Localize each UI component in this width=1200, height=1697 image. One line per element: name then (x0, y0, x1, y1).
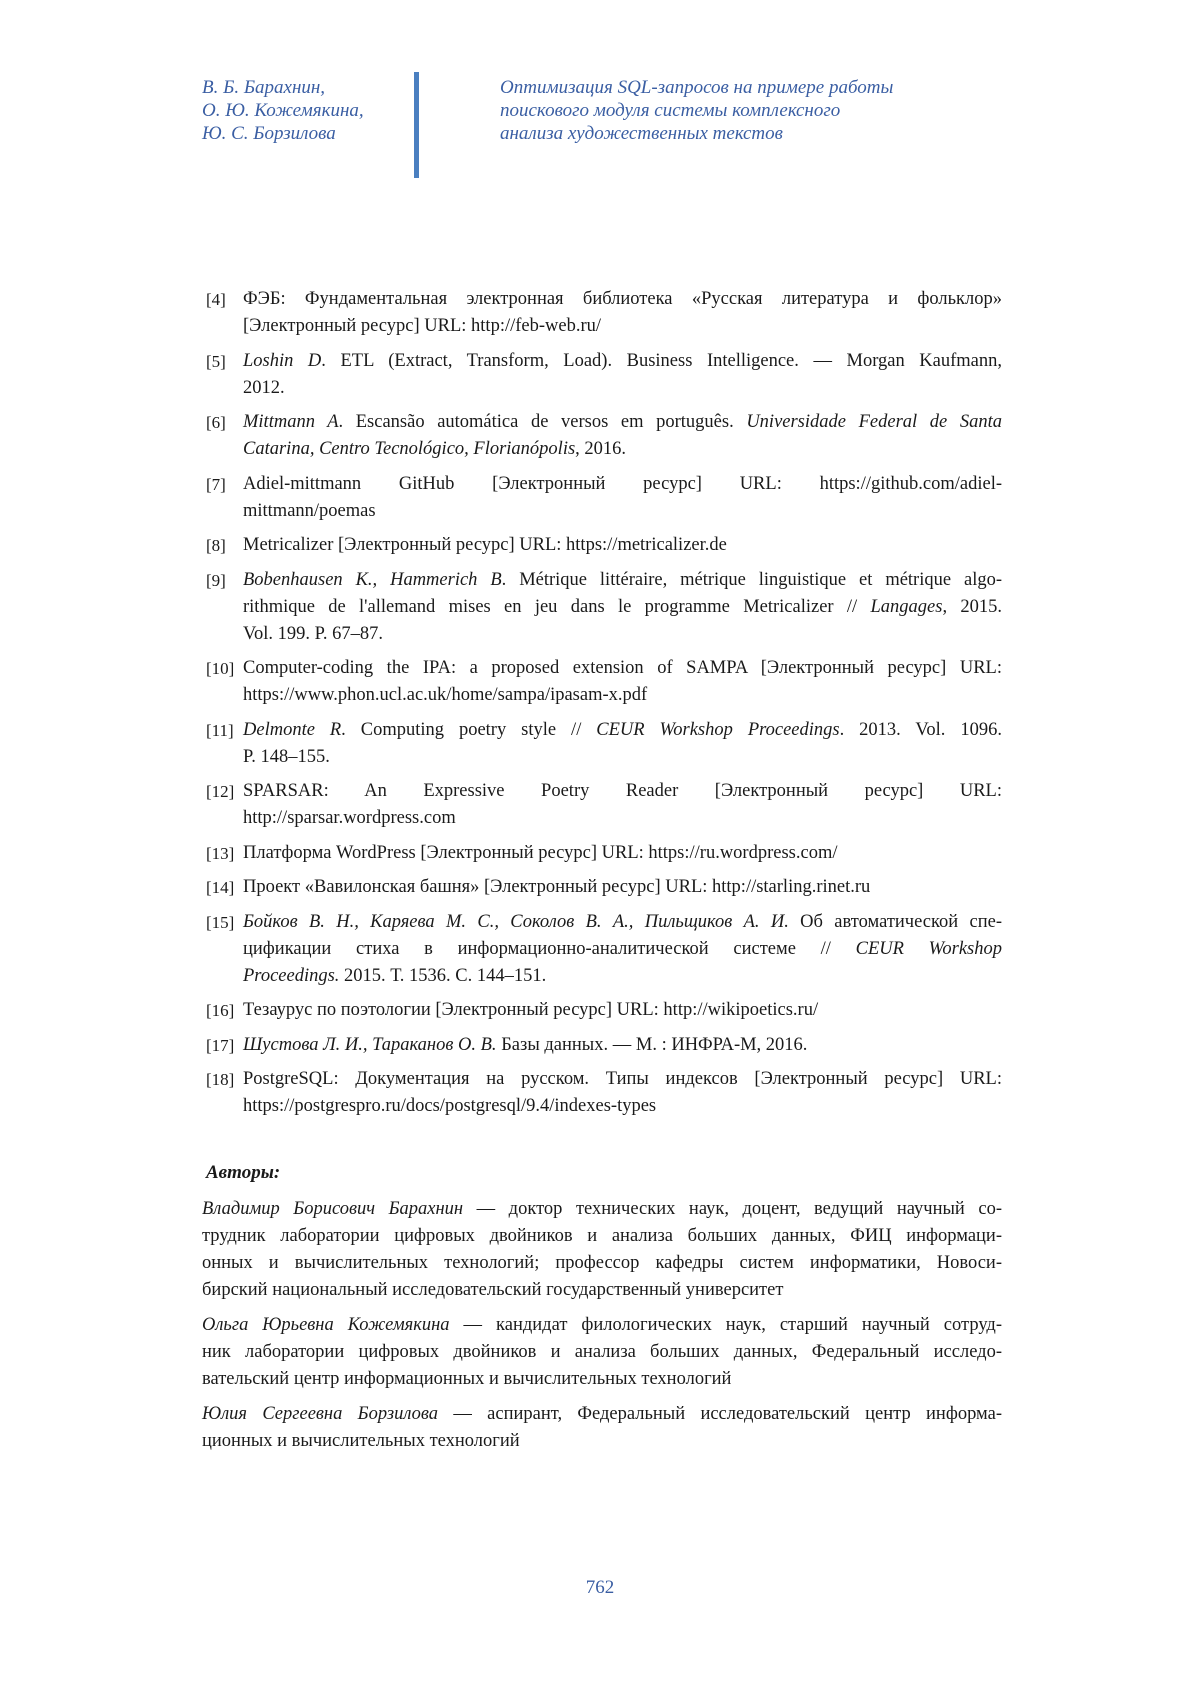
reference-number: [10] (206, 659, 235, 678)
reference-italic-segment: CEUR Workshop (855, 938, 1003, 959)
reference-number: [4] (206, 290, 226, 309)
reference-item (206, 567, 1002, 648)
reference-list (206, 286, 1002, 1128)
author-line (202, 1196, 1002, 1223)
reference-line (243, 621, 1002, 648)
reference-item (206, 1066, 1002, 1120)
running-header (0, 76, 1200, 180)
reference-line (243, 963, 1002, 990)
reference-line (243, 471, 1002, 498)
reference-italic-segment: Бойков В. Н., Каряева М. С., Соколов В. А., Пильщиков А. И. (243, 911, 789, 932)
author-entry (202, 1401, 1002, 1455)
reference-number: [7] (206, 474, 226, 494)
reference-item (206, 286, 1002, 340)
reference-segment: , 2016. (575, 439, 627, 459)
author-description: — кандидат филологических наук, старший научный сотруд- (449, 1315, 1002, 1335)
reference-segment: Adiel-mittmann GitHub [Электронный ресурс] URL: https://github.com/adiel- (243, 473, 1002, 494)
reference-text (243, 286, 1002, 340)
author-description: бирский национальный исследовательский государственный университет (202, 1280, 784, 1300)
author-line (202, 1277, 1002, 1304)
reference-line (243, 286, 1002, 313)
author-line (202, 1223, 1002, 1250)
reference-segment: . 2013. Vol. 1096. (839, 719, 1002, 740)
author-line (202, 1366, 1002, 1393)
reference-line (243, 532, 1002, 559)
reference-number: [14] (206, 878, 235, 897)
reference-number: [16] (206, 1001, 235, 1020)
reference-segment: SPARSAR: An Expressive Poetry Reader [Электронный ресурс] URL: (243, 781, 1002, 801)
reference-segment: Об автоматической спе- (788, 911, 1003, 932)
reference-segment: ФЭБ: Фундаментальная электронная библиотека «Русская литература и фольклор» (243, 289, 1002, 309)
reference-number: [15] (206, 912, 235, 932)
reference-segment: 2012. (243, 377, 285, 398)
reference-italic-segment: Шустова Л. И., Тараканов О. В. (243, 1034, 497, 1055)
reference-italic-segment: Universidade Federal de Santa (746, 412, 1002, 432)
reference-line (243, 436, 1002, 463)
reference-item (206, 532, 1002, 559)
reference-segment: https://postgrespro.ru/docs/postgresql/9.4/indexes-types (243, 1096, 657, 1116)
header-author-line: О. Ю. Кожемякина, (202, 100, 364, 121)
reference-line (243, 778, 1002, 805)
reference-number: [6] (206, 413, 226, 432)
reference-item (206, 348, 1002, 402)
reference-text (243, 778, 1002, 832)
author-description: трудник лаборатории цифровых двойников и анализа больших данных, ФИЦ информаци- (202, 1226, 1002, 1246)
author-name: Владимир Борисович Барахнин (202, 1199, 464, 1219)
reference-number: [9] (206, 570, 226, 590)
reference-text (243, 409, 1002, 463)
reference-item (206, 655, 1002, 709)
reference-text (243, 471, 1002, 525)
reference-line (243, 936, 1002, 963)
reference-text (243, 840, 1002, 867)
reference-line (243, 717, 1002, 744)
reference-item (206, 409, 1002, 463)
author-line (202, 1339, 1002, 1366)
reference-segment: Metricalizer [Электронный ресурс] URL: https://metricalizer.de (243, 535, 727, 555)
reference-item (206, 717, 1002, 771)
header-title-line: поискового модуля системы комплексного (500, 100, 841, 121)
reference-segment: Computer-coding the IPA: a proposed extension of SAMPA [Электронный ресурс] URL: (243, 658, 1002, 678)
reference-line (243, 805, 1002, 832)
reference-line (243, 498, 1002, 525)
author-description: ник лаборатории цифровых двойников и анализа больших данных, Федеральный исследо- (202, 1342, 1002, 1362)
reference-segment: . Métrique littéraire, métrique linguistique et métrique algo- (501, 569, 1002, 590)
reference-segment: P. 148–155. (243, 746, 330, 767)
reference-segment: , 2015. (942, 596, 1002, 617)
reference-italic-segment: Langages (870, 596, 943, 617)
author-description: — доктор технических наук, доцент, ведущий научный со- (463, 1199, 1002, 1219)
reference-text (243, 874, 1002, 901)
author-description: онных и вычислительных технологий; профессор кафедры систем информатики, Новоси- (202, 1253, 1002, 1273)
author-entry (202, 1312, 1002, 1393)
author-entry (202, 1196, 1002, 1304)
reference-italic-segment: Proceedings. (243, 965, 340, 986)
reference-segment: rithmique de l'allemand mises en jeu dans le programme Metricalizer // (243, 596, 871, 617)
reference-segment: http://sparsar.wordpress.com (243, 808, 456, 828)
author-description: — аспирант, Федеральный исследовательский центр информа- (438, 1404, 1002, 1424)
reference-segment: . Computing poetry style // (341, 719, 597, 740)
page-number: 762 (585, 1577, 615, 1598)
reference-line (243, 567, 1002, 594)
reference-line (243, 1032, 1002, 1059)
author-entries (202, 1196, 1002, 1455)
reference-text (243, 1066, 1002, 1120)
reference-number: [13] (206, 843, 235, 863)
reference-line (243, 1066, 1002, 1093)
reference-item (206, 1032, 1002, 1059)
reference-item (206, 997, 1002, 1024)
reference-text (243, 1032, 1002, 1059)
reference-text (243, 532, 1002, 559)
reference-text (243, 717, 1002, 771)
reference-line (243, 313, 1002, 340)
author-name: Юлия Сергеевна Борзилова (202, 1404, 439, 1424)
reference-item (206, 909, 1002, 990)
reference-line (243, 1093, 1002, 1120)
reference-segment: PostgreSQL: Документация на русском. Типы индексов [Электронный ресурс] URL: (243, 1069, 1002, 1089)
reference-text (243, 909, 1002, 990)
author-line (202, 1312, 1002, 1339)
header-title-line: анализа художественных текстов (500, 123, 783, 144)
reference-item (206, 471, 1002, 525)
reference-line (243, 909, 1002, 936)
authors-section (202, 1162, 1002, 1463)
reference-italic-segment: Delmonte R (243, 719, 342, 740)
author-name: Ольга Юрьевна Кожемякина (202, 1315, 450, 1335)
reference-segment: [Электронный ресурс] URL: http://feb-web.ru/ (243, 316, 602, 336)
header-authors (202, 76, 402, 145)
reference-number: [18] (206, 1070, 235, 1089)
header-paper-title (500, 76, 1000, 145)
reference-segment: Vol. 199. P. 67–87. (243, 623, 383, 644)
reference-segment: https://www.phon.ucl.ac.uk/home/sampa/ipasam-x.pdf (243, 685, 648, 705)
author-description: ционных и вычислительных технологий (202, 1431, 520, 1451)
author-line (202, 1401, 1002, 1428)
reference-segment: 2015. Т. 1536. С. 144–151. (339, 965, 547, 986)
author-line (202, 1250, 1002, 1277)
reference-text (243, 348, 1002, 402)
reference-number: [8] (206, 536, 226, 555)
reference-number: [11] (206, 720, 234, 740)
reference-segment: . ETL (Extract, Transform, Load). Business Intelligence. — Morgan Kaufmann, (321, 350, 1002, 371)
reference-text (243, 997, 1002, 1024)
reference-item (206, 874, 1002, 901)
reference-italic-segment: Loshin D (243, 350, 322, 371)
reference-segment: Базы данных. — М. : ИНФРА-М, 2016. (496, 1034, 808, 1055)
reference-text (243, 655, 1002, 709)
reference-line (243, 409, 1002, 436)
reference-italic-segment: Mittmann A (243, 412, 339, 432)
reference-line (243, 375, 1002, 402)
reference-line (243, 594, 1002, 621)
reference-item (206, 778, 1002, 832)
reference-number: [17] (206, 1035, 235, 1055)
reference-italic-segment: CEUR Workshop Proceedings (596, 719, 840, 740)
reference-line (243, 744, 1002, 771)
header-author-line: Ю. С. Борзилова (202, 123, 336, 144)
reference-line (243, 682, 1002, 709)
reference-number: [12] (206, 782, 235, 801)
reference-italic-segment: Catarina, Centro Tecnológico, Florianópolis (243, 439, 576, 459)
header-title-line: Оптимизация SQL-запросов на примере работы (500, 77, 894, 98)
reference-text (243, 567, 1002, 648)
author-line (202, 1428, 1002, 1455)
reference-segment: Платформа WordPress [Электронный ресурс] URL: https://ru.wordpress.com/ (243, 842, 838, 863)
reference-line (243, 840, 1002, 867)
header-divider (414, 72, 419, 178)
reference-segment: . Escansão automática de versos em português. (338, 412, 747, 432)
header-author-line: В. Б. Барахнин, (202, 77, 326, 98)
reference-segment: Тезаурус по поэтологии [Электронный ресурс] URL: http://wikipoetics.ru/ (243, 1000, 819, 1020)
reference-item (206, 840, 1002, 867)
reference-number: [5] (206, 351, 226, 371)
reference-segment: mittmann/poemas (243, 500, 376, 521)
reference-italic-segment: Bobenhausen K., Hammerich B (243, 569, 502, 590)
reference-line (243, 655, 1002, 682)
reference-segment: Проект «Вавилонская башня» [Электронный ресурс] URL: http://starling.rinet.ru (243, 877, 871, 897)
reference-segment: цификации стиха в информационно-аналитической системе // (243, 938, 856, 959)
reference-line (243, 997, 1002, 1024)
reference-line (243, 348, 1002, 375)
author-description: вательский центр информационных и вычислительных технологий (202, 1369, 732, 1389)
reference-line (243, 874, 1002, 901)
authors-heading: Авторы: (206, 1162, 281, 1183)
